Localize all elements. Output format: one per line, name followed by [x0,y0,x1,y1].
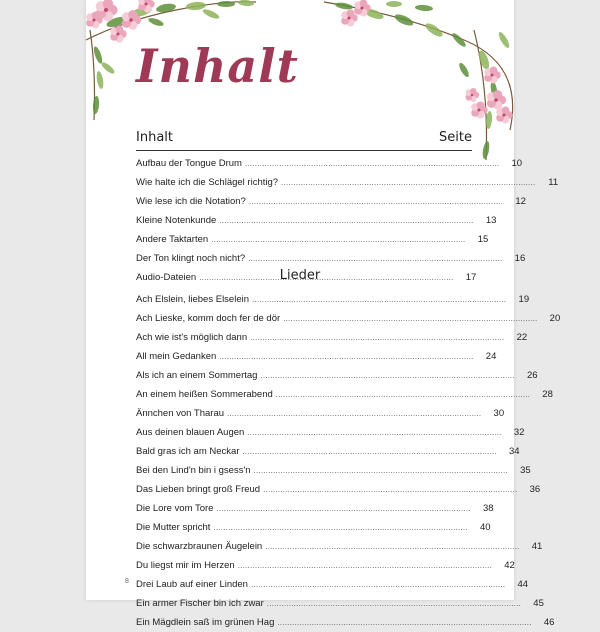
toc-leader-dots [252,290,505,309]
page-title: Inhalt [136,39,299,93]
toc-leader-dots [251,575,504,594]
toc-entry-page: 41 [531,541,543,552]
toc-entry [136,347,497,366]
toc-entry [136,537,543,556]
toc-leader-dots [267,594,520,613]
toc-leader-dots [227,404,480,423]
toc-entry-page: 24 [485,351,497,362]
toc-entry [136,328,528,347]
toc-entry [136,385,553,404]
toc-entry-title: Als ich an einem Sommertag [136,370,258,381]
toc-entry [136,442,520,461]
toc-entry-page: 16 [514,253,526,264]
toc-entry-title: Ach Lieske, komm doch fer de dör [136,313,281,324]
toc-entry-page: 19 [518,294,530,305]
toc-entry-title: Kleine Notenkunde [136,215,217,226]
toc-leader-dots [263,480,516,499]
toc-leader-dots [283,309,536,328]
toc-entry-page: 26 [526,370,538,381]
toc-leader-dots [277,613,530,632]
toc-entry-title: An einem heißen Sommerabend [136,389,273,400]
toc-entry-page: 46 [543,617,555,628]
toc-entry-page: 32 [513,427,525,438]
toc-entry-title: Die Lore vom Tore [136,503,214,514]
toc-entry [136,480,541,499]
toc-entry [136,192,526,211]
toc-entry-page: 12 [515,196,526,207]
toc-entry [136,518,491,537]
toc-entry-page: 10 [511,158,523,169]
toc-leader-dots [238,556,491,575]
toc-entry [136,423,525,442]
toc-entry [136,404,505,423]
toc-entry-page: 22 [516,332,528,343]
toc-entry-title: Audio-Dateien [136,272,197,283]
toc-entry-title: Die Mutter spricht [136,522,211,533]
toc-header-page: Seite [439,130,472,145]
toc-entry-page: 15 [477,234,489,245]
toc-entry [136,461,531,480]
toc-entry-page: 30 [493,408,505,419]
toc-entry-title: All mein Gedanken [136,351,217,362]
header-divider [136,150,472,151]
toc-entry-title: Andere Taktarten [136,234,209,245]
toc-entry-title: Ach wie ist's möglich dann [136,332,248,343]
toc-entry-page: 11 [548,177,559,188]
toc-entry-page: 20 [549,313,561,324]
toc-entry [136,499,494,518]
toc-entry-page: 40 [479,522,491,533]
toc-leader-dots [242,442,495,461]
toc-leader-dots [219,347,472,366]
toc-entry [136,366,538,385]
toc-entry-title: Ach Elslein, liebes Elselein [136,294,250,305]
toc-leader-dots [216,499,469,518]
toc-entry-title: Aus deinen blauen Augen [136,427,245,438]
toc-leader-dots [265,537,518,556]
page-number: 8 [125,578,129,585]
toc-entry [136,575,529,594]
toc-entry [136,290,530,309]
toc-entry [136,556,515,575]
toc-entry-title: Du liegst mir im Herzen [136,560,235,571]
toc-entry [136,230,489,249]
toc-entry [136,249,526,268]
toc-entry [136,594,544,613]
toc-leader-dots [276,385,529,404]
toc-entry [136,173,559,192]
toc-leader-dots [247,423,500,442]
toc-entry-title: Wie lese ich die Notation? [136,196,246,207]
songs-heading: Lieder [279,268,321,283]
toc-entry-title: Bei den Lind'n bin i gsess'n [136,465,251,476]
toc-leader-dots [249,192,502,211]
toc-leader-dots [254,461,507,480]
toc-entry-title: Drei Laub auf einer Linden [136,579,248,590]
toc-header [136,130,472,150]
toc-entry [136,154,523,173]
toc-leader-dots [281,173,534,192]
toc-entry-page: 13 [485,215,497,226]
toc-entry [136,309,561,328]
toc-entry-title: Aufbau der Tongue Drum [136,158,242,169]
toc-entry-title: Ännchen von Tharau [136,408,225,419]
toc-entry-page: 35 [520,465,531,476]
toc-leader-dots [248,249,501,268]
toc-entry-page: 28 [542,389,553,400]
toc-entry-page: 45 [533,598,544,609]
toc-entry-title: Ein Mägdlein saß im grünen Hag [136,617,275,628]
toc-entry [136,211,497,230]
toc-entry-page: 34 [509,446,520,457]
toc-leader-dots [213,518,466,537]
toc-songs-list [136,290,561,632]
toc-entry-title: Ein armer Fischer bin ich zwar [136,598,264,609]
toc-header-contents: Inhalt [136,130,173,145]
toc-entry-title: Wie halte ich die Schlägel richtig? [136,177,279,188]
toc-entry-page: 17 [465,272,477,283]
toc-entry [136,613,555,632]
toc-leader-dots [211,230,464,249]
toc-entry-page: 38 [482,503,494,514]
toc-entry-page: 36 [529,484,541,495]
toc-leader-dots [219,211,472,230]
toc-leader-dots [250,328,503,347]
toc-entry-title: Bald gras ich am Neckar [136,446,240,457]
book-page [86,0,561,628]
toc-entry-title: Die schwarzbraunen Äugelein [136,541,263,552]
toc-entry-title: Das Lieben bringt groß Freud [136,484,261,495]
toc-leader-dots [260,366,513,385]
toc-leader-dots [245,154,498,173]
toc-entry-title: Der Ton klingt noch nicht? [136,253,246,264]
toc-entry-page: 42 [504,560,515,571]
toc-entry-page: 44 [517,579,529,590]
